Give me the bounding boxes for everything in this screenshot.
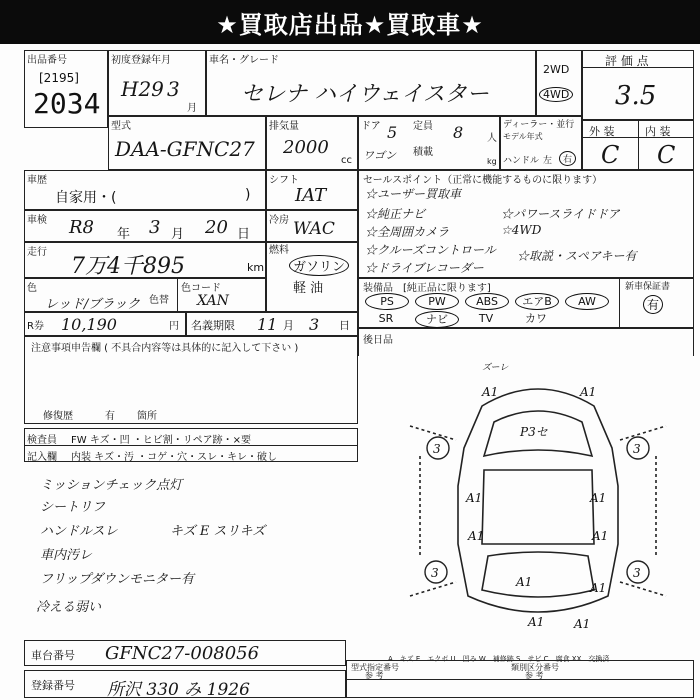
color-code-label: 色コード (181, 283, 221, 294)
equip-leather: カワ (525, 312, 547, 325)
inspection-era: R8 (69, 217, 95, 238)
ac-value: WAC (293, 219, 335, 239)
ac-cell (266, 210, 358, 242)
equipment-note: [純正品に限ります] (403, 283, 491, 294)
auction-banner: ★買取店出品★買取車★ (0, 0, 700, 44)
sales-point: ☆4WD (501, 223, 542, 237)
diagram-note: ズーレ (482, 363, 509, 373)
mileage-value: 7万4千895 (71, 254, 185, 279)
car-name: セレナ ハイウェイスター (241, 82, 489, 107)
interior-grade: C (657, 141, 676, 169)
lot-label: 出品番号 (27, 55, 67, 66)
handwritten-note: ミッションチェック点灯 (40, 478, 183, 493)
writer-label: 記入欄 (27, 452, 57, 463)
fuel-cell (266, 242, 358, 312)
lot-number-cell (24, 50, 108, 128)
inspection-cell (24, 210, 266, 242)
displacement-label: 排気量 (269, 121, 299, 132)
shift-label: シフト (269, 175, 299, 186)
sales-point: ☆全周囲カメラ (365, 225, 450, 239)
reg-number-cell (24, 670, 346, 698)
handwritten-note: シートリフ (40, 500, 106, 515)
capacity-value: 8 (453, 123, 464, 142)
sales-title: セールスポイント（正常に機能するものに限ります） (363, 175, 603, 186)
equip-sr: SR (378, 312, 394, 325)
yen-unit: 円 (169, 321, 179, 332)
door-label: ドア (361, 121, 381, 132)
handle-right: 右 (559, 151, 576, 166)
equip-ps: PS (365, 293, 409, 310)
person-unit: 人 (487, 133, 497, 144)
score-cell (582, 50, 694, 120)
score-value: 3.5 (615, 81, 657, 111)
later-items-label: 後日品 (363, 335, 393, 346)
sales-point: ☆パワースライドドア (501, 207, 620, 221)
displacement-cell (266, 116, 358, 170)
term-month-unit: 月 (283, 319, 294, 332)
drive-cell (536, 50, 582, 116)
equip-abs: ABS (465, 293, 509, 310)
color-cell (24, 278, 266, 312)
exterior-label: 外 装 (589, 125, 615, 138)
sales-point: ☆ユーザー買取車 (365, 187, 462, 201)
damage-mark: 3 (433, 442, 441, 456)
doors-value: 5 (387, 123, 398, 142)
color-code: XAN (197, 293, 229, 309)
damage-mark: 3 (633, 566, 641, 580)
warranty-label: 新車保証書 (625, 282, 671, 292)
model-label: 型式 (111, 121, 131, 132)
handwritten-aside: キズ E スリキズ (170, 524, 266, 539)
handle-label: ハンドル (503, 156, 540, 166)
cc-unit: cc (341, 155, 352, 166)
damage-mark: 3 (633, 442, 641, 456)
handle-left: 左 (543, 156, 553, 166)
damage-mark: A1 (592, 529, 609, 543)
dealer-cell (500, 116, 582, 170)
handwritten-note: ハンドルスレ (40, 524, 118, 539)
writer-marks: 内装 キズ・汚 ・コゲ・穴・スレ・キレ・破し (71, 452, 278, 463)
repair-value: 有 (105, 411, 115, 422)
inspection-month: 3 (149, 217, 161, 238)
grade-cell (582, 120, 694, 170)
chassis-number: GFNC27-008056 (105, 643, 260, 664)
reg-month: 3 (167, 77, 180, 101)
warranty-value: 有 (643, 295, 663, 314)
color-change-label: 色替 (149, 295, 169, 306)
damage-mark: P3セ (520, 425, 548, 439)
model-value: DAA-GFNC27 (115, 137, 255, 161)
reg-month-unit: 月 (187, 103, 197, 114)
damage-mark: A1 (468, 529, 485, 543)
damage-mark: A1 (482, 385, 499, 399)
repair-place: 箇所 (137, 411, 157, 422)
damage-mark: 3 (431, 566, 439, 580)
recycle-fee: 10,190 (61, 315, 117, 334)
equip-tv: TV (478, 312, 494, 325)
history-cell (24, 170, 266, 210)
lot-sub: [2195] (39, 71, 79, 85)
caution-cell (24, 336, 358, 424)
type-ref: 参 考 (365, 671, 384, 680)
mileage-cell (24, 242, 266, 278)
history-close: ) (245, 187, 251, 203)
history-value: 自家用・( (55, 190, 117, 206)
sales-point: ☆取説・スペアキー有 (517, 249, 637, 263)
shift-value: IAT (295, 185, 327, 206)
mileage-label: 走行 (27, 247, 47, 258)
drive-4wd: 4WD (539, 87, 573, 102)
lot-number: 2034 (33, 87, 101, 120)
caution-label: 注意事項申告欄 ( 不具合内容等は具体的に記入して下さい ) (31, 343, 299, 354)
score-label: 評 価 点 (605, 54, 649, 68)
history-label: 車歴 (27, 175, 47, 186)
loading-label: 積載 (413, 147, 433, 158)
sales-point: ☆純正ナビ (365, 207, 426, 221)
car-name-cell (206, 50, 536, 116)
reg-number-label: 登録番号 (31, 679, 75, 692)
inspector-marks: FW キズ・凹 ・ヒビ割・リペア跡・×要 (71, 435, 251, 446)
reg-era-year: H29 (121, 77, 164, 101)
equip-navi: ナビ (415, 311, 459, 328)
equipment-cell (358, 278, 694, 328)
term-day: 3 (309, 315, 320, 334)
inspection-label: 車検 (27, 215, 47, 226)
capacity-label: 定員 (413, 121, 433, 132)
chassis-cell (24, 640, 346, 666)
sales-point: ☆クルーズコントロール (365, 243, 496, 257)
reg-number: 所沢 330 み 1926 (107, 680, 250, 700)
color-label: 色 (27, 283, 37, 294)
later-items-cell (358, 328, 694, 356)
type-class-cell (346, 660, 694, 698)
inspection-day-unit: 日 (237, 227, 251, 242)
first-reg-cell (108, 50, 206, 116)
displacement-value: 2000 (283, 137, 329, 158)
recycle-cell (24, 312, 186, 336)
damage-mark: A1 (590, 491, 607, 505)
equip-aw: AW (565, 293, 609, 310)
type-label: 型式指定番号 (351, 663, 399, 672)
kg-unit: kg (487, 157, 497, 166)
inspection-day: 20 (205, 217, 228, 238)
model-cell (108, 116, 266, 170)
damage-diagram (380, 356, 696, 656)
damage-legend: A…キズ E…エクボ U…凹み W…補修跡 S…サビ C…腐食 XX…交換済 (388, 655, 610, 663)
first-reg-label: 初度登録年月 (111, 55, 171, 66)
handwritten-note: 冷える弱い (36, 600, 102, 615)
equip-pw: PW (415, 293, 459, 310)
term-label: 名義期限 (191, 319, 235, 332)
body-label: ワゴン (363, 149, 396, 162)
sales-points-cell (358, 170, 694, 278)
repair-label: 修復歴 (43, 411, 73, 422)
equip-airbag: エアB (515, 293, 559, 310)
model-year-label: モデル年式 (503, 132, 543, 141)
dealer-label: ディーラー・並行 (503, 120, 575, 130)
km-unit: km (247, 261, 265, 274)
class-ref: 参 考 (525, 671, 544, 680)
equipment-label: 装備品 (363, 283, 393, 294)
shift-cell (266, 170, 358, 210)
damage-mark: A1 (574, 617, 591, 631)
handwritten-note: フリップダウンモニター有 (40, 572, 195, 587)
recycle-label: R券 (27, 321, 44, 332)
term-day-unit: 日 (339, 319, 350, 332)
sales-point: ☆ドライブレコーダー (365, 261, 484, 275)
marks-cell (24, 428, 358, 462)
interior-label: 内 装 (645, 125, 671, 138)
exterior-grade: C (601, 141, 620, 169)
ac-label: 冷房 (269, 215, 289, 226)
class-label: 類別区分番号 (511, 663, 559, 672)
auction-sheet (0, 44, 700, 700)
term-month: 11 (257, 315, 278, 334)
handwritten-note: 車内汚レ (40, 548, 93, 563)
fuel-label: 燃料 (269, 245, 289, 256)
term-cell (186, 312, 358, 336)
damage-mark: A1 (516, 575, 533, 589)
damage-mark: A1 (580, 385, 597, 399)
drive-2wd: 2WD (543, 63, 570, 76)
car-name-label: 車名・グレード (209, 55, 279, 66)
damage-mark: A1 (590, 581, 607, 595)
color-value: レッド/ブラック (45, 297, 140, 312)
inspection-year-unit: 年 (117, 227, 131, 242)
fuel-gasoline: ガソリン (289, 255, 349, 276)
fuel-light-oil: 軽 油 (293, 281, 324, 296)
damage-mark: A1 (466, 491, 483, 505)
inspector-label: 検査員 (27, 435, 57, 446)
damage-mark: A1 (528, 615, 545, 629)
door-cell (358, 116, 500, 170)
inspection-month-unit: 月 (171, 227, 185, 242)
chassis-label: 車台番号 (31, 649, 75, 662)
